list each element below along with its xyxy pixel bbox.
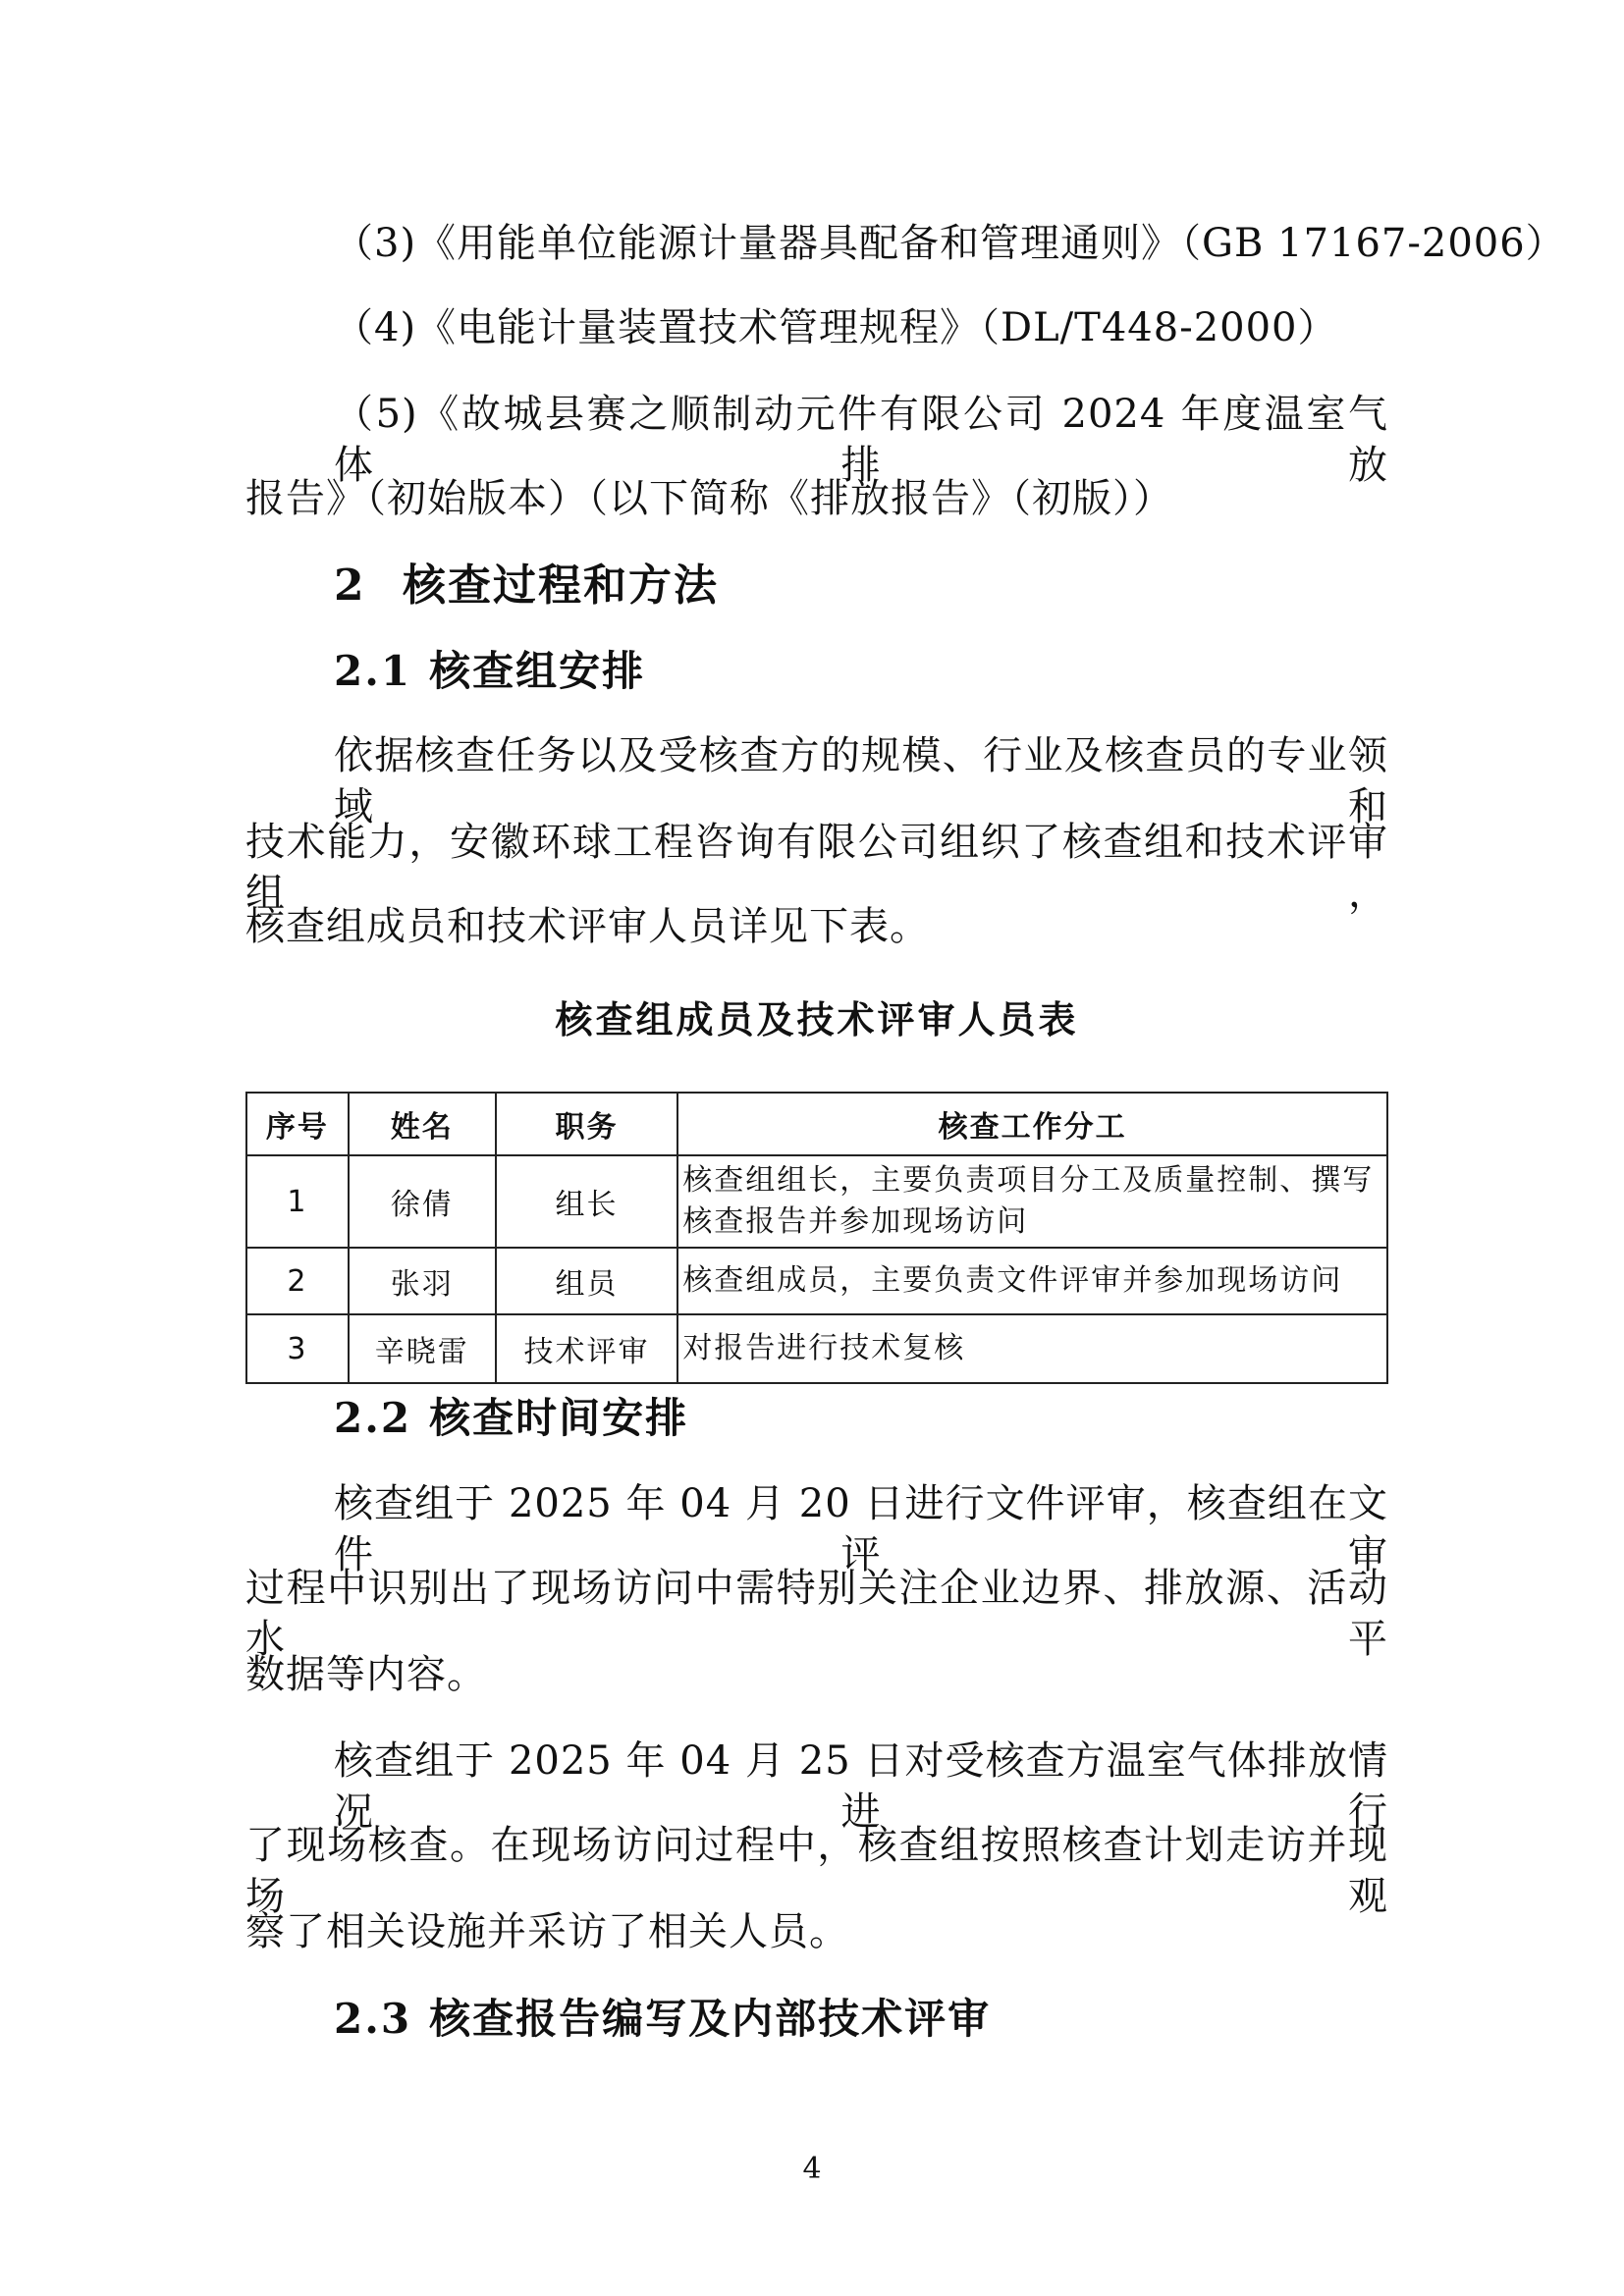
cell-role: 组长 bbox=[496, 1155, 678, 1248]
paragraph-line: 依据核查任务以及受核查方的规模、行业及核查员的专业领域和 bbox=[334, 733, 1388, 829]
section-title: 核查报告编写及内部技术评审 bbox=[429, 1995, 992, 2043]
section-number: 2.2 bbox=[334, 1394, 412, 1442]
reference-3: （3)《用能单位能源计量器具配备和管理通则》（GB 17167-2006） bbox=[334, 221, 1566, 266]
page-number: 4 bbox=[802, 2152, 822, 2186]
paragraph-line: 了现场核查。在现场访问过程中，核查组按照核查计划走访并现场观 bbox=[245, 1823, 1388, 1919]
table-caption: 核查组成员及技术评审人员表 bbox=[555, 998, 1079, 1041]
reference-4: （4)《电能计量装置技术管理规程》（DL/T448-2000） bbox=[334, 305, 1338, 350]
table-row bbox=[246, 1248, 1387, 1314]
reference-5-line-1: （5)《故城县赛之顺制动元件有限公司 2024 年度温室气体排放 bbox=[334, 392, 1388, 488]
cell-role: 组员 bbox=[496, 1248, 678, 1314]
section-title: 核查过程和方法 bbox=[403, 561, 719, 611]
cell-name: 徐倩 bbox=[349, 1155, 496, 1248]
paragraph-line: 核查组于 2025 年 04 月 25 日对受核查方温室气体排放情况进行 bbox=[334, 1738, 1388, 1835]
section-title: 核查时间安排 bbox=[429, 1394, 689, 1442]
section-2-3-heading bbox=[334, 1993, 991, 2046]
paragraph-line: 察了相关设施并采访了相关人员。 bbox=[245, 1909, 849, 1954]
cell-no: 2 bbox=[246, 1248, 349, 1314]
cell-no: 3 bbox=[246, 1314, 349, 1383]
table-row bbox=[246, 1155, 1387, 1248]
cell-name: 张羽 bbox=[349, 1248, 496, 1314]
cell-name: 辛晓雷 bbox=[349, 1314, 496, 1383]
header-duty: 核查工作分工 bbox=[677, 1093, 1387, 1155]
paragraph-line: 核查组于 2025 年 04 月 20 日进行文件评审，核查组在文件评审 bbox=[334, 1481, 1388, 1577]
cell-no: 1 bbox=[246, 1155, 349, 1248]
staff-table bbox=[245, 1092, 1388, 1384]
header-no: 序号 bbox=[246, 1093, 349, 1155]
section-2-heading bbox=[334, 559, 719, 614]
header-role: 职务 bbox=[496, 1093, 678, 1155]
paragraph-line: 数据等内容。 bbox=[245, 1652, 487, 1697]
section-number: 2 bbox=[334, 561, 366, 611]
section-number: 2.1 bbox=[334, 647, 412, 695]
reference-5-line-2: 报告》（初始版本）（以下简称《排放报告》（初版）） bbox=[245, 476, 1173, 521]
cell-duty: 对报告进行技术复核 bbox=[677, 1314, 1387, 1383]
section-2-2-heading bbox=[334, 1392, 688, 1445]
table-row bbox=[246, 1314, 1387, 1383]
paragraph-line: 技术能力，安徽环球工程咨询有限公司组织了核查组和技术评审组， bbox=[245, 820, 1388, 916]
table-header-row bbox=[246, 1093, 1387, 1155]
cell-duty: 核查组成员，主要负责文件评审并参加现场访问 bbox=[677, 1248, 1387, 1314]
section-2-1-heading bbox=[334, 645, 645, 698]
header-name: 姓名 bbox=[349, 1093, 496, 1155]
paragraph-line: 过程中识别出了现场访问中需特别关注企业边界、排放源、活动水平 bbox=[245, 1566, 1388, 1662]
cell-duty: 核查组组长，主要负责项目分工及质量控制、撰写核查报告并参加现场访问 bbox=[677, 1155, 1387, 1248]
cell-role: 技术评审 bbox=[496, 1314, 678, 1383]
paragraph-line: 核查组成员和技术评审人员详见下表。 bbox=[245, 904, 930, 949]
section-title: 核查组安排 bbox=[429, 647, 646, 695]
section-number: 2.3 bbox=[334, 1995, 412, 2043]
